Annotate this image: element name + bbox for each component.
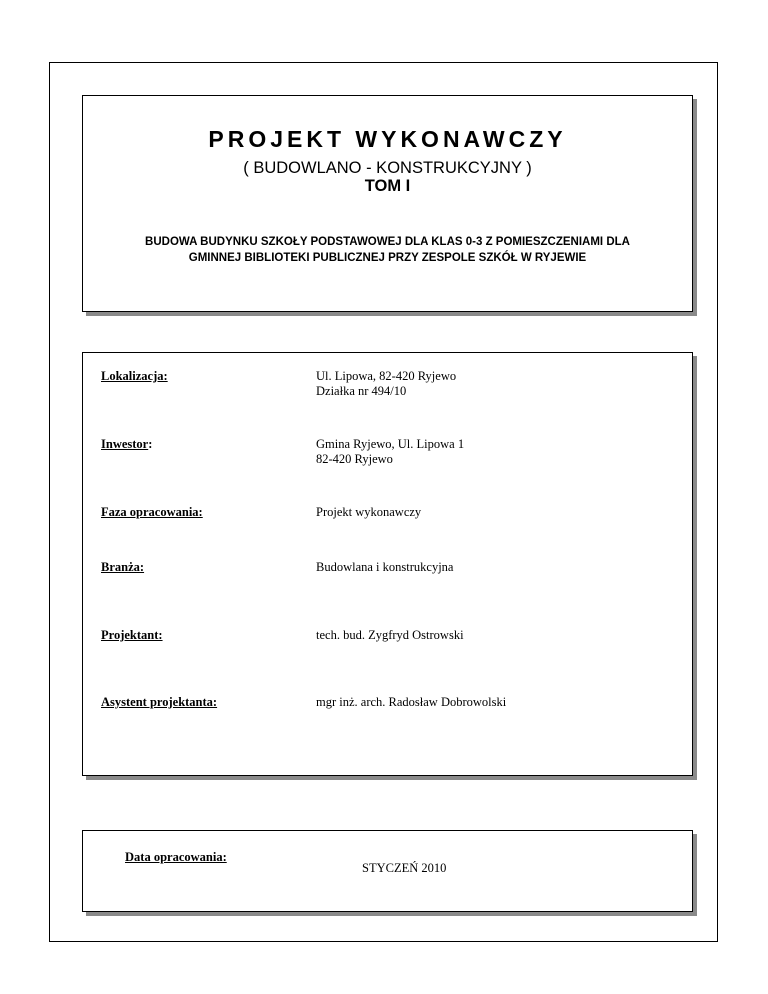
investor-label-text: Inwestor [101,437,149,451]
designer-label: Projektant: [101,628,163,642]
location-line-2: Działka nr 494/10 [316,384,407,398]
branch-value: Budowlana i konstrukcyjna [316,560,454,574]
document-subtitle: ( BUDOWLANO - KONSTRUKCYJNY ) [243,159,532,177]
location-line-1: Ul. Lipowa, 82-420 Ryjewo [316,369,457,383]
date-label: Data opracowania: [125,850,227,864]
date-value: STYCZEŃ 2010 [362,861,447,875]
branch-label: Branża: [101,560,145,574]
phase-value: Projekt wykonawczy [316,505,422,519]
project-description [103,234,672,266]
info-box [82,352,693,776]
volume-label: TOM I [364,177,411,195]
investor-line-2: 82-420 Ryjewo [316,452,393,466]
document-title: PROJEKT WYKONAWCZY [208,126,567,152]
investor-line-1: Gmina Ryjewo, Ul. Lipowa 1 [316,437,465,451]
location-value [316,369,456,399]
description-line-2: GMINNEJ BIBLIOTEKI PUBLICZNEJ PRZY ZESPOLE SZKÓŁ W RYJEWIE [188,252,587,264]
designer-value: tech. bud. Zygfryd Ostrowski [316,628,464,642]
assistant-value: mgr inż. arch. Radosław Dobrowolski [316,695,507,709]
description-line-1: BUDOWA BUDYNKU SZKOŁY PODSTAWOWEJ DLA KLAS 0-3 Z POMIESZCZENIAMI DLA [145,236,630,248]
location-label: Lokalizacja: [101,369,168,383]
investor-label-colon: : [148,437,153,451]
investor-value [316,437,464,467]
assistant-label: Asystent projektanta: [101,695,218,709]
title-box [82,95,693,312]
investor-label [101,437,152,452]
phase-label: Faza opracowania: [101,505,203,519]
date-box [82,830,693,912]
